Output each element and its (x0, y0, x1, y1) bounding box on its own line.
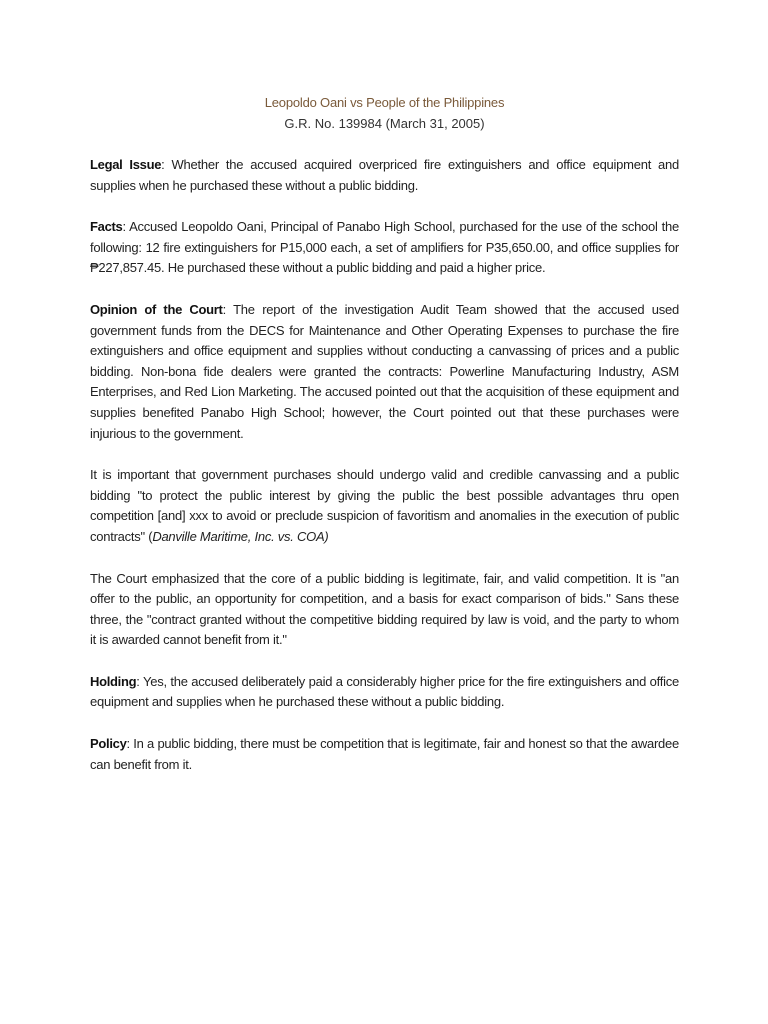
case-citation: Danville Maritime, Inc. vs. COA) (152, 528, 329, 544)
facts-paragraph (90, 217, 679, 279)
legal-issue-label: Legal Issue (90, 157, 162, 172)
case-title: Leopoldo Oani vs People of the Philippines (264, 95, 505, 110)
purchases-paragraph (90, 465, 679, 547)
policy-label: Policy (90, 736, 127, 752)
policy-paragraph (90, 734, 679, 775)
legal-issue-paragraph (90, 155, 679, 196)
core-bidding-paragraph (90, 569, 679, 651)
document-header (90, 92, 679, 134)
opinion-label: Opinion of the Court (90, 301, 223, 317)
case-number: G.R. No. 139984 (March 31, 2005) (284, 116, 485, 131)
purchases-text: It is important that government purchases should undergo valid and credible canvassing and a public bidding "to protect the public interest by giving the public the best possible advantages thru open competition [and] xxx to avoid or preclude suspicion of favoritism and anomalies in the execution of public contracts" ( (90, 467, 679, 544)
holding-text: : Yes, the accused deliberately paid a considerably higher price for the fire extinguishers and office equipment and supplies when he purchased these without a public bidding. (90, 673, 679, 710)
policy-text: : In a public bidding, there must be competition that is legitimate, fair and honest so that the awardee can benefit from it. (90, 736, 679, 772)
holding-label: Holding (90, 673, 137, 689)
core-bidding-text: The Court emphasized that the core of a public bidding is legitimate, fair, and valid competition. It is "an offer to the public, an opportunity for competition, and a basis for exact comparison of bids." Sans these three, the "contract granted without the competitive bidding required by law is void, and the party to whom it is awarded cannot benefit from it." (90, 570, 679, 648)
opinion-paragraph (90, 300, 679, 444)
facts-label: Facts (90, 219, 123, 235)
holding-paragraph (90, 672, 679, 713)
legal-issue-text: : Whether the accused acquired overpriced fire extinguishers and office equipment and supplies when he purchased these without a public bidding. (90, 157, 679, 193)
facts-text: : Accused Leopoldo Oani, Principal of Panabo High School, purchased for the use of the school the following: 12 fire extinguishers for P15,000 each, a set of amplifiers for P35,650.00, and office supplies for ₱227,857.45. He purchased these without a public bidding and paid a higher price. (90, 219, 679, 276)
opinion-text: : The report of the investigation Audit Team showed that the accused used government funds from the DECS for Maintenance and Other Operating Expenses to purchase the fire extinguishers and office equipment and supplies without conducting a canvassing of prices and a public bidding. Non-bona fide dealers were granted the contracts: Powerline Manufacturing Industry, ASM Enterprises, and Red Lion Marketing. The accused pointed out that the acquisition of these equipment and supplies benefited Panabo High School; however, the Court pointed out that these purchases were injurious to the government. (90, 301, 679, 441)
